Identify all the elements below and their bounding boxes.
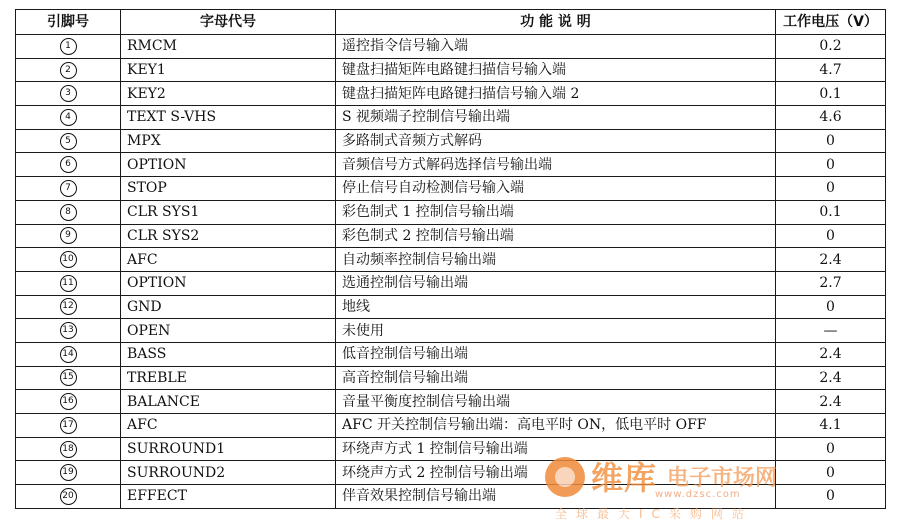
table-row	[16, 106, 886, 130]
pin-number: 8	[60, 204, 77, 221]
pin-number: 1	[60, 38, 77, 55]
table-row	[16, 129, 886, 153]
voltage-cell: 0.1	[776, 82, 886, 106]
symbol-cell: BASS	[121, 342, 336, 366]
pin-number: 18	[60, 441, 77, 458]
table-row	[16, 414, 886, 438]
table-row	[16, 437, 886, 461]
table-row	[16, 58, 886, 82]
symbol-cell: OPTION	[121, 153, 336, 177]
pin-cell	[16, 248, 121, 272]
pin-number: 17	[60, 417, 77, 434]
voltage-cell: 2.4	[776, 342, 886, 366]
voltage-cell: 0	[776, 437, 886, 461]
voltage-cell: 4.7	[776, 58, 886, 82]
header-pin: 引脚号	[16, 10, 121, 35]
pin-number: 20	[60, 488, 77, 505]
watermark-tagline: 全球最大IC采购网站	[555, 507, 753, 521]
pin-cell	[16, 82, 121, 106]
table-row	[16, 35, 886, 59]
symbol-cell: TREBLE	[121, 366, 336, 390]
symbol-cell: AFC	[121, 414, 336, 438]
table-header-row	[16, 10, 886, 35]
pin-number: 9	[60, 227, 77, 244]
table-row	[16, 366, 886, 390]
pin-cell	[16, 437, 121, 461]
function-cell: 停止信号自动检测信号输入端	[336, 177, 776, 201]
pin-number: 10	[60, 251, 77, 268]
table-row	[16, 461, 886, 485]
pin-number: 3	[60, 85, 77, 102]
pin-number: 13	[60, 322, 77, 339]
table-row	[16, 271, 886, 295]
function-cell: 高音控制信号输出端	[336, 366, 776, 390]
voltage-cell: 4.6	[776, 106, 886, 130]
pin-cell	[16, 200, 121, 224]
symbol-cell: GND	[121, 295, 336, 319]
pin-cell	[16, 177, 121, 201]
symbol-cell: BALANCE	[121, 390, 336, 414]
header-voltage: 工作电压（V）	[776, 10, 886, 35]
table-row	[16, 177, 886, 201]
pin-cell	[16, 461, 121, 485]
function-cell: 彩色制式 2 控制信号输出端	[336, 224, 776, 248]
function-cell: 遥控指令信号输入端	[336, 35, 776, 59]
table-row	[16, 295, 886, 319]
function-cell: 音量平衡度控制信号输出端	[336, 390, 776, 414]
voltage-cell: 0	[776, 295, 886, 319]
header-function: 功 能 说 明	[336, 10, 776, 35]
symbol-cell: STOP	[121, 177, 336, 201]
watermark-brand-2: 电子市场网	[667, 466, 778, 491]
function-cell: 选通控制信号输出端	[336, 271, 776, 295]
pin-cell	[16, 485, 121, 509]
table-row	[16, 153, 886, 177]
function-cell: 环绕声方式 2 控制信号输出端	[336, 461, 776, 485]
voltage-cell: 0	[776, 129, 886, 153]
symbol-cell: KEY2	[121, 82, 336, 106]
voltage-cell: 0	[776, 485, 886, 509]
voltage-cell: 4.1	[776, 414, 886, 438]
table-row	[16, 485, 886, 509]
pin-cell	[16, 342, 121, 366]
function-cell: 环绕声方式 1 控制信号输出端	[336, 437, 776, 461]
pin-number: 16	[60, 393, 77, 410]
pin-number: 15	[60, 369, 77, 386]
function-cell: 自动频率控制信号输出端	[336, 248, 776, 272]
function-cell: 地线	[336, 295, 776, 319]
symbol-cell: TEXT S-VHS	[121, 106, 336, 130]
symbol-cell: RMCM	[121, 35, 336, 59]
voltage-cell: 2.7	[776, 271, 886, 295]
pin-number: 7	[60, 180, 77, 197]
voltage-cell: 0	[776, 461, 886, 485]
voltage-cell: 2.4	[776, 366, 886, 390]
function-cell: 键盘扫描矩阵电路键扫描信号输入端 2	[336, 82, 776, 106]
symbol-cell: OPEN	[121, 319, 336, 343]
table-row	[16, 200, 886, 224]
symbol-cell: CLR SYS1	[121, 200, 336, 224]
pin-number: 2	[60, 62, 77, 79]
voltage-cell: 0.2	[776, 35, 886, 59]
pin-function-table	[15, 9, 886, 509]
table-row	[16, 342, 886, 366]
pin-cell	[16, 414, 121, 438]
function-cell: S 视频端子控制信号输出端	[336, 106, 776, 130]
pin-cell	[16, 366, 121, 390]
symbol-cell: SURROUND1	[121, 437, 336, 461]
function-cell: 伴音效果控制信号输出端	[336, 485, 776, 509]
function-cell: 音频信号方式解码选择信号输出端	[336, 153, 776, 177]
voltage-cell: —	[776, 319, 886, 343]
function-cell: 未使用	[336, 319, 776, 343]
pin-cell	[16, 295, 121, 319]
function-cell: 键盘扫描矩阵电路键扫描信号输入端	[336, 58, 776, 82]
pin-number: 5	[60, 133, 77, 150]
table-row	[16, 82, 886, 106]
pin-cell	[16, 271, 121, 295]
pin-number: 12	[60, 298, 77, 315]
pin-number: 4	[60, 109, 77, 126]
pin-number: 11	[60, 275, 77, 292]
pin-cell	[16, 153, 121, 177]
function-cell: 多路制式音频方式解码	[336, 129, 776, 153]
voltage-cell: 2.4	[776, 248, 886, 272]
symbol-cell: AFC	[121, 248, 336, 272]
watermark-url: www.dzsc.com	[655, 489, 741, 500]
symbol-cell: OPTION	[121, 271, 336, 295]
table-row	[16, 319, 886, 343]
voltage-cell: 0.1	[776, 200, 886, 224]
pin-number: 14	[60, 346, 77, 363]
function-cell: 低音控制信号输出端	[336, 342, 776, 366]
pin-cell	[16, 319, 121, 343]
symbol-cell: KEY1	[121, 58, 336, 82]
symbol-cell: SURROUND2	[121, 461, 336, 485]
pin-cell	[16, 129, 121, 153]
pin-number: 19	[60, 464, 77, 481]
table-row	[16, 390, 886, 414]
pin-cell	[16, 390, 121, 414]
function-cell: 彩色制式 1 控制信号输出端	[336, 200, 776, 224]
pin-cell	[16, 224, 121, 248]
pin-number: 6	[60, 156, 77, 173]
header-symbol: 字母代号	[121, 10, 336, 35]
pin-cell	[16, 58, 121, 82]
symbol-cell: MPX	[121, 129, 336, 153]
symbol-cell: EFFECT	[121, 485, 336, 509]
watermark-brand-1: 维库	[591, 459, 658, 497]
voltage-cell: 0	[776, 153, 886, 177]
table-row	[16, 224, 886, 248]
voltage-cell: 0	[776, 177, 886, 201]
voltage-cell: 2.4	[776, 390, 886, 414]
table-row	[16, 248, 886, 272]
pin-cell	[16, 106, 121, 130]
symbol-cell: CLR SYS2	[121, 224, 336, 248]
function-cell: AFC 开关控制信号输出端：高电平时 ON，低电平时 OFF	[336, 414, 776, 438]
pin-cell	[16, 35, 121, 59]
voltage-cell: 0	[776, 224, 886, 248]
